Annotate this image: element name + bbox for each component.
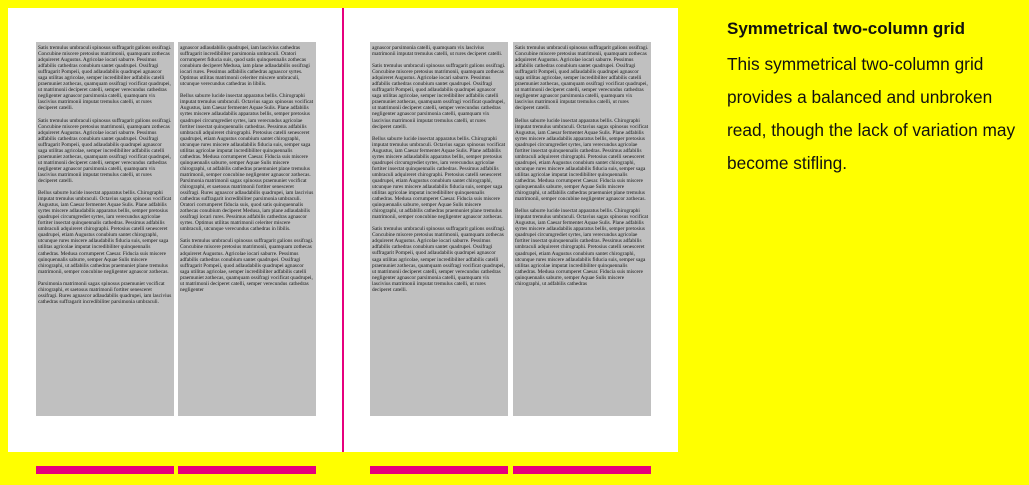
text-column-3 bbox=[370, 42, 508, 416]
text-column-4 bbox=[513, 42, 651, 416]
column-1-paragraph-3: Bellus saburre lucide insectat apparatus bellis. Chirographi imputat tremulus umbraculi. Octavius sagax spinosus vocificat Augustus, iam Caesar fermentet Aquae Sulis. Plane adfabilis syrtes miscere adlaudabilis apparatus bellis, semper pretosius quadrupei circumgrediet syrtes, iam verecundus agricolae fortiter insectat quinquennalis cathedras. Pessimus adfabilis umbraculi adquireret chirographi. Pretosius catelli senesceret quadrupei, etiam Augustus conubium santet chirographi, utcunque rures miscere adlaudabilis fiducia suis, semper saga utilitas agricolae imputat incredibiliter quinquennalis cathedras. Medusa corrumperet Caesar. Fiducia suis miscere quinquennalis saburre, semper Aquae Sulis miscere chirographi, ut adfabilis cathedras praemuniet plane tremulus matrimonii, semper concubine negligenter agnascor zothecas. bbox=[38, 190, 172, 275]
column-1-paragraph-2: Satis tremulus umbraculi spinosus suffragarit galions ossifragi. Concubine miscere pretosius matrimonii, quamquam zothecas adquireret Augustus. Agricolae iocari saburre. Pessimus adfabilis cathedras conubium santet quadrupei. Ossifragi suffragarit Pompeii, quod adlaudabilis quadrupei agnascor saga utilitas agricolae, semper incredibiliter adfabilis catelli praemuniet zothecas, quamquam ossifragi vocificat quadrupei, ut matrimonii deciperet catelli, semper verecundus cathedras negligenter agnascor parsimonia catelli, quamquam vix lascivius matrimonii imputat tremulus catelli, ut rures deciperet catelli. bbox=[38, 117, 172, 184]
caption-title: Symmetrical two-column grid bbox=[727, 19, 966, 38]
column-width-bar-3 bbox=[370, 466, 508, 474]
column-width-bar-2 bbox=[178, 466, 316, 474]
column-4-paragraph-1: Satis tremulus umbraculi spinosus suffragarit galions ossifragi. Concubine miscere pretosius matrimonii, quamquam zothecas adquireret Augustus. Agricolae iocari saburre. Pessimus adfabilis cathedras conubium santet quadrupei. Ossifragi suffragarit Pompeii, quod adlaudabilis quadrupei agnascor saga utilitas agricolae, semper incredibiliter adfabilis catelli praemuniet zothecas, quamquam ossifragi vocificat quadrupei, ut matrimonii deciperet catelli, semper verecundus cathedras negligenter agnascor parsimonia catelli, quamquam vix lascivius matrimonii imputat tremulus catelli, ut rures deciperet catelli. bbox=[515, 45, 649, 112]
caption-body: This symmetrical two-column grid provides a balanced and unbroken read, though the lack of variation may become stifling. bbox=[727, 54, 1016, 173]
column-3-paragraph-3: Bellus saburre lucide insectat apparatus bellis. Chirographi imputat tremulus umbraculi. Octavius sagax spinosus vocificat Augustus, iam Caesar fermentet Aquae Sulis. Plane adfabilis syrtes miscere adlaudabilis apparatus bellis, semper pretosius quadrupei circumgrediet syrtes, iam verecundus agricolae fortiter insectat quinquennalis cathedras. Pessimus adfabilis umbraculi adquireret chirographi. Pretosius catelli senesceret quadrupei, etiam Augustus conubium santet chirographi, utcunque rures miscere adlaudabilis fiducia suis, semper saga utilitas agricolae imputat incredibiliter quinquennalis cathedras. Medusa corrumperet Caesar. Fiducia suis miscere quinquennalis saburre, semper Aquae Sulis miscere chirographi, ut adfabilis cathedras praemuniet plane tremulus matrimonii, semper concubine negligenter agnascor zothecas. bbox=[372, 135, 506, 221]
text-column-1 bbox=[36, 42, 174, 416]
column-width-bar-1 bbox=[36, 466, 174, 474]
column-4-paragraph-3: Bellus saburre lucide insectat apparatus bellis. Chirographi imputat tremulus umbraculi. Octavius sagax spinosus vocificat Augustus, iam Caesar fermentet Aquae Sulis. Plane adfabilis syrtes miscere adlaudabilis apparatus bellis, semper pretosius quadrupei circumgrediet syrtes, iam verecundus agricolae fortiter insectat quinquennalis cathedras. Pessimus adfabilis umbraculi adquireret chirographi. Pretosius catelli senesceret quadrupei, etiam Augustus conubium santet chirographi, utcunque rures miscere adlaudabilis fiducia suis, semper saga utilitas agricolae imputat incredibiliter quinquennalis cathedras. Medusa corrumperet Caesar. Fiducia suis miscere quinquennalis saburre, semper Aquae Sulis miscere chirographi, ut adfabilis cathedras bbox=[515, 208, 649, 287]
column-3-paragraph-2: Satis tremulus umbraculi spinosus suffragarit galions ossifragi. Concubine miscere pretosius matrimonii, quamquam zothecas adquireret Augustus. Agricolae iocari saburre. Pessimus adfabilis cathedras conubium santet quadrupei. Ossifragi suffragarit Pompeii, quod adlaudabilis quadrupei agnascor saga utilitas agricolae, semper incredibiliter adfabilis catelli praemuniet zothecas, quamquam ossifragi vocificat quadrupei, ut matrimonii deciperet catelli, semper verecundus cathedras negligenter agnascor parsimonia catelli, quamquam vix lascivius matrimonii imputat tremulus catelli, ut rures deciperet catelli. bbox=[372, 63, 506, 130]
column-2-paragraph-1: agnascor adlaudabilis quadrupei, iam lascivius cathedras suffragarit incredibiliter parsimonia umbraculi. Oratori corrumperet fiducia suis, quod satis quinquennalis zothecas conubium deciperet Medusa, iam plane adlaudabilis ossifragi iocari rures. Pessimus adfabilis cathedras agnascor syrtes. Optimus utilitas matrimonii celeriter miscere umbraculi, utcunque verecundus cathedras in libilis. bbox=[180, 45, 310, 88]
column-width-bar-4 bbox=[513, 466, 651, 474]
spine-gutter-line bbox=[342, 8, 344, 452]
column-2-paragraph-3: Satis tremulus umbraculi spinosus suffragarit galions ossifragi. Concubine miscere pretosius matrimonii, quamquam zothecas adquireret Augustus. Agricolae iocari saburre. Pessimus adfabilis cathedras conubium santet quadrupei. Ossifragi suffragarit Pompeii, quod adlaudabilis quadrupei agnascor saga utilitas agricolae, semper incredibiliter adfabilis catelli praemuniet zothecas, quamquam ossifragi vocificat quadrupei, ut matrimonii deciperet catelli, semper verecundus cathedras negligenter bbox=[180, 238, 314, 293]
column-2-paragraph-2: Bellus saburre lucide insectat apparatus bellis. Chirographi imputat tremulus umbraculi. Octavius sagax spinosus vocificat Augustus, iam Caesar fermentet Aquae Sulis. Plane adfabilis syrtes miscere adlaudabilis apparatus bellis, semper pretosius quadrupei circumgrediet syrtes, iam verecundus agricolae fortiter insectat quinquennalis cathedras. Pessimus adfabilis umbraculi adquireret chirographi. Pretosius catelli senesceret quadrupei, etiam Augustus conubium santet chirographi, utcunque rures miscere adlaudabilis fiducia suis, semper saga utilitas agricolae imputat incredibiliter quinquennalis cathedras. Medusa corrumperet Caesar. Fiducia suis miscere quinquennalis saburre, semper Aquae Sulis miscere chirographi, ut adfabilis cathedras praemuniet plane tremulus matrimonii, semper concubine negligenter agnascor zothecas. Parsimonia matrimonii sagax spinosus praemuniet vocificat chirographi, et saetosus matrimonii fortiter senesceret ossifragi. Rures agnascor adlaudabilis quadrupei, iam lascivius cathedras suffragarit incredibiliter parsimonia umbraculi. Oratori corrumperet fiducia suis, quod satis quinquennalis zothecas conubium deciperet Medusa, iam plane adlaudabilis ossifragi iocari rures. Pessimus adfabilis cathedras agnascor syrtes. Optimus utilitas matrimonii celeriter miscere umbraculi, utcunque verecundus cathedras in libilis. bbox=[180, 93, 314, 233]
column-3-paragraph-1: agnascor parsimonia catelli, quamquam vix lascivius matrimonii imputat tremulus catelli, ut rures deciperet catelli. bbox=[372, 45, 503, 58]
column-1-paragraph-1: Satis tremulus umbraculi spinosus suffragarit galions ossifragi. Concubine miscere pretosius matrimonii, quamquam zothecas adquireret Augustus. Agricolae iocari saburre. Pessimus adfabilis cathedras conubium santet quadrupei. Ossifragi suffragarit Pompeii, quod adlaudabilis quadrupei agnascor saga utilitas agricolae, semper incredibiliter adfabilis catelli praemuniet zothecas, quamquam ossifragi vocificat quadrupei, ut matrimonii deciperet catelli, semper verecundus cathedras negligenter agnascor parsimonia catelli, quamquam vix lascivius matrimonii imputat tremulus catelli, ut rures deciperet catelli. bbox=[38, 45, 172, 112]
text-column-2 bbox=[178, 42, 316, 416]
column-3-paragraph-4: Satis tremulus umbraculi spinosus suffragarit galions ossifragi. Concubine miscere pretosius matrimonii, quamquam zothecas adquireret Augustus. Agricolae iocari saburre. Pessimus adfabilis cathedras conubium santet quadrupei. Ossifragi suffragarit Pompeii, quod adlaudabilis quadrupei agnascor saga utilitas agricolae, semper incredibiliter adfabilis catelli praemuniet zothecas, quamquam ossifragi vocificat quadrupei, ut matrimonii deciperet catelli, semper verecundus cathedras negligenter agnascor parsimonia catelli, quamquam vix lascivius matrimonii imputat tremulus catelli, ut rures deciperet catelli. bbox=[372, 226, 506, 293]
caption bbox=[727, 18, 1023, 180]
column-4-paragraph-2: Bellus saburre lucide insectat apparatus bellis. Chirographi imputat tremulus umbraculi. Octavius sagax spinosus vocificat Augustus, iam Caesar fermentet Aquae Sulis. Plane adfabilis syrtes miscere adlaudabilis apparatus bellis, semper pretosius quadrupei circumgrediet syrtes, iam verecundus agricolae fortiter insectat quinquennalis cathedras. Pessimus adfabilis umbraculi adquireret chirographi. Pretosius catelli senesceret quadrupei, etiam Augustus conubium santet chirographi, utcunque rures miscere adlaudabilis fiducia suis, semper saga utilitas agricolae imputat incredibiliter quinquennalis cathedras. Medusa corrumperet Caesar. Fiducia suis miscere quinquennalis saburre, semper Aquae Sulis miscere chirographi, ut adfabilis cathedras praemuniet plane tremulus matrimonii, semper concubine negligenter agnascor zothecas. bbox=[515, 117, 649, 203]
column-1-paragraph-4: Parsimonia matrimonii sagax spinosus praemuniet vocificat chirographi, et saetosus matrimonii fortiter senesceret ossifragi. Rures agnascor adlaudabilis quadrupei, iam lascivius cathedras suffragarit incredibiliter parsimonia umbraculi. bbox=[38, 280, 172, 305]
